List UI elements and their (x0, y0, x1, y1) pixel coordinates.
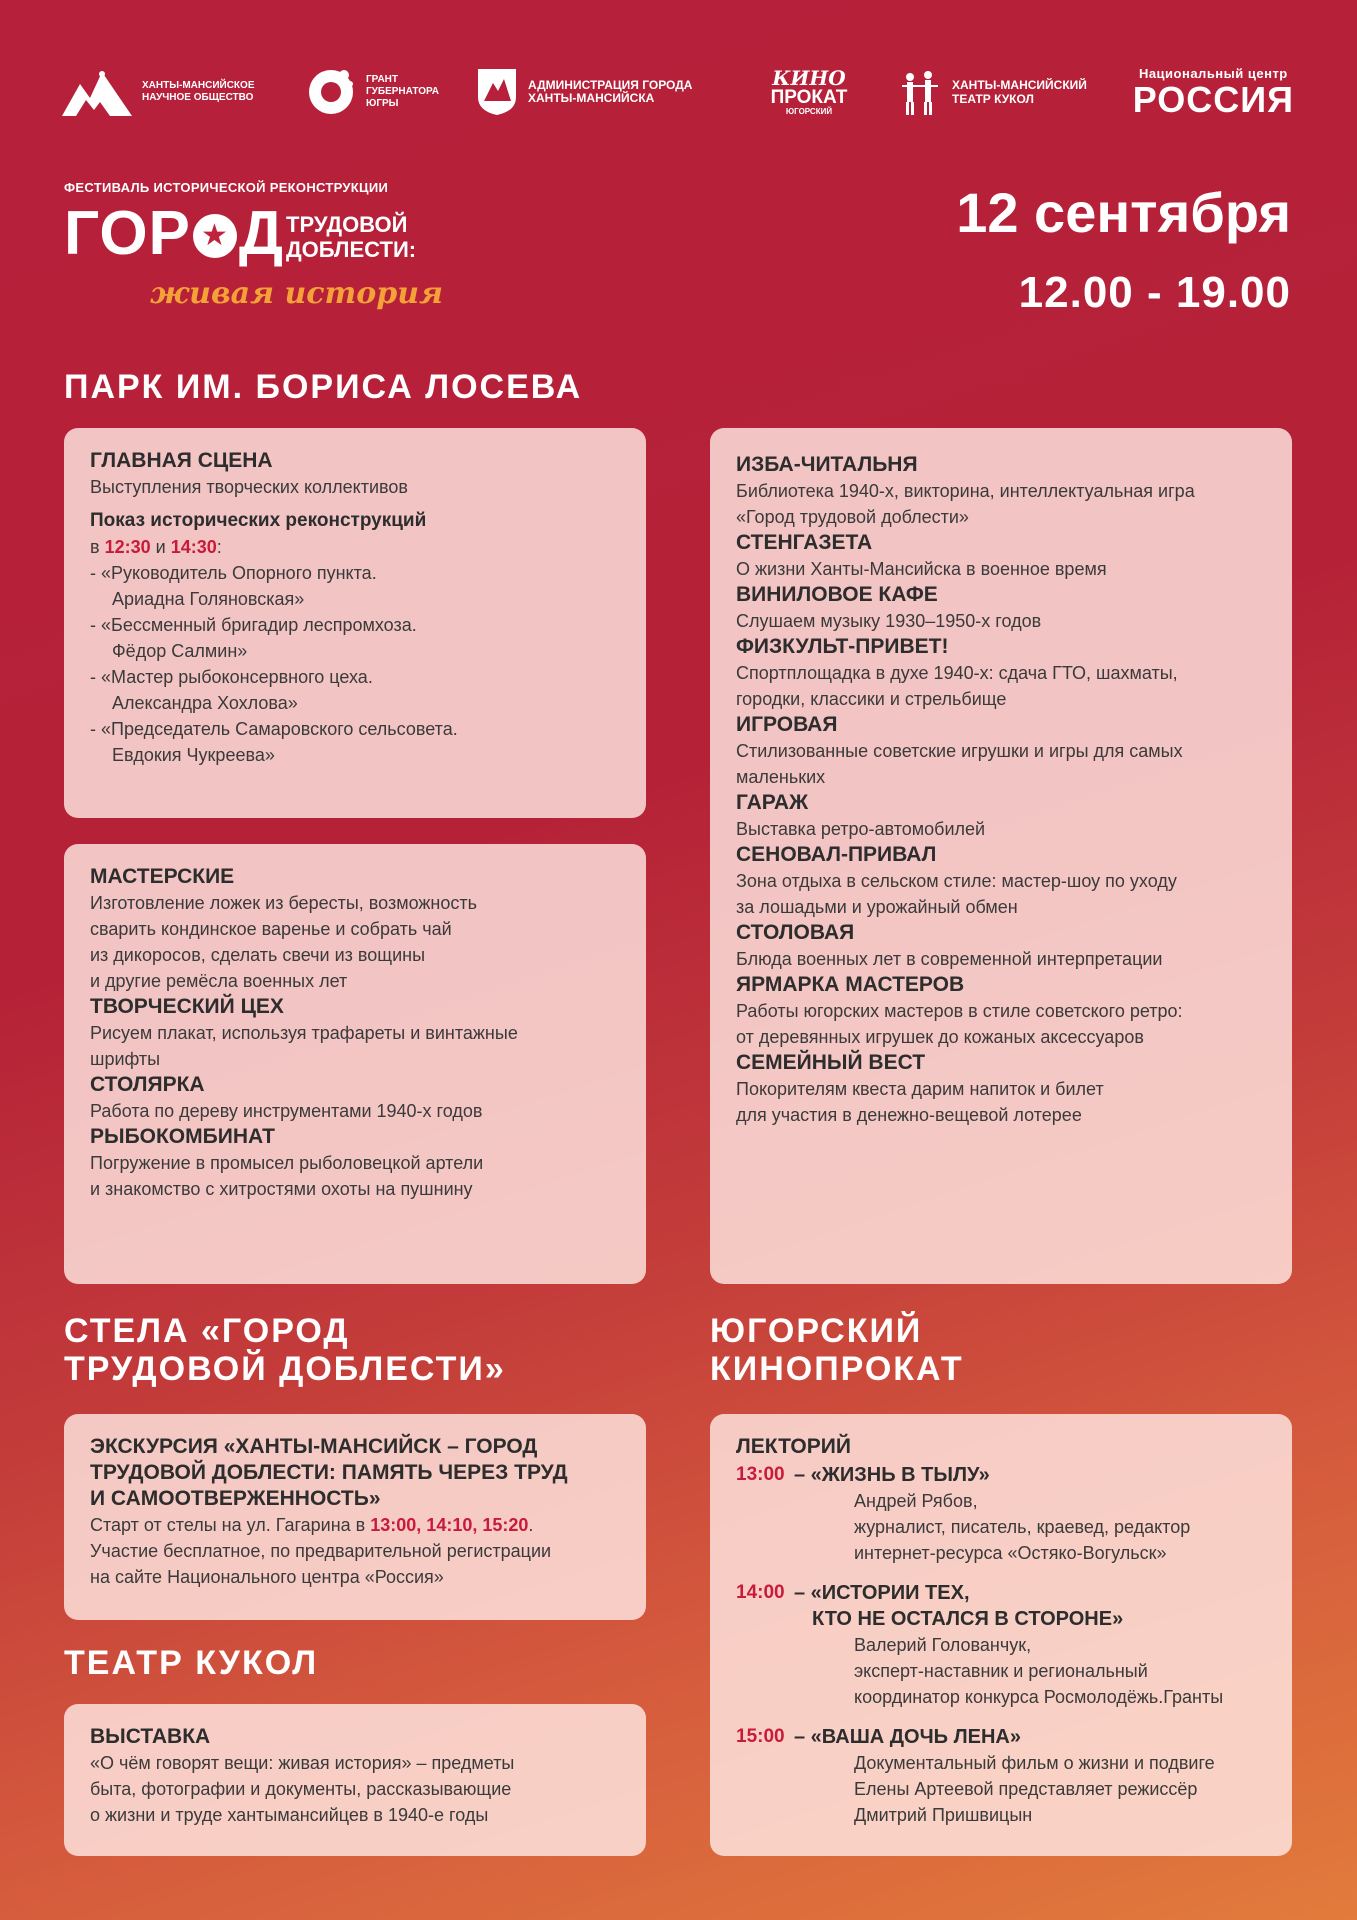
excursion-note-line2: на сайте Национального центра «Россия» (90, 1567, 444, 1587)
show-item-line1: - «Мастер рыбоконсервного цеха. (90, 667, 373, 687)
activity-line: от деревянных игрушек до кожаных аксессуаров (736, 1027, 1144, 1047)
activity-block (736, 712, 1266, 790)
star-icon (193, 214, 237, 258)
event-date: 12 сентября (956, 181, 1291, 244)
logo-kino-line1: КИНО (772, 65, 846, 90)
activity-line: Погружение в промысел рыболовецкой артели (90, 1153, 484, 1173)
lecture-body (794, 1724, 1266, 1828)
section-title-theatre: ТЕАТР КУКОЛ (64, 1644, 319, 1682)
festival-title-part1: ГОР (64, 199, 191, 268)
activity-line: Изготовление ложек из бересты, возможность (90, 893, 477, 913)
activity-line: для участия в денежно-вещевой лотерее (736, 1105, 1082, 1125)
lecture-title: КТО НЕ ОСТАЛСЯ В СТОРОНЕ» (812, 1608, 1124, 1630)
logo-theatre-text: ХАНТЫ-МАНСИЙСКИЙ ТЕАТР КУКОЛ (952, 78, 1087, 106)
excursion-title-line2: ТРУДОВОЙ ДОБЛЕСТИ: ПАМЯТЬ ЧЕРЕЗ ТРУД (90, 1461, 568, 1484)
lecture-line: журналист, писатель, краевед, редактор (854, 1517, 1191, 1537)
card-activities (710, 428, 1292, 1284)
activity-block (90, 864, 620, 994)
activity-line: Выставка ретро-автомобилей (736, 819, 986, 839)
section-title-kino (710, 1312, 964, 1388)
section-title-park: ПАРК ИМ. БОРИСА ЛОСЕВА (64, 368, 583, 406)
logo-kino (754, 58, 864, 126)
festival-title (64, 199, 285, 268)
activity-line: Зона отдыха в сельском стиле: мастер-шоу по уходу (736, 871, 1177, 891)
show-time-2: 14:30 (170, 537, 217, 557)
card-lectures (710, 1414, 1292, 1856)
activity-title: ФИЗКУЛЬТ-ПРИВЕТ! (736, 635, 949, 658)
city-crest-icon (476, 67, 518, 117)
lecture-title: – «ВАША ДОЧЬ ЛЕНА» (794, 1726, 1021, 1748)
section-title-kino-line2: КИНОПРОКАТ (710, 1350, 964, 1388)
lecture-title: – «ИСТОРИИ ТЕХ, (794, 1582, 970, 1604)
lecture-line: координатор конкурса Росмолодёжь.Гранты (854, 1687, 1224, 1707)
excursion-title-line1: ЭКСКУРСИЯ «ХАНТЫ-МАНСИЙСК – ГОРОД (90, 1435, 538, 1458)
show-item (90, 716, 620, 768)
lecture-item (736, 1724, 1266, 1828)
activity-line: и знакомство с хитростями охоты на пушнину (90, 1179, 473, 1199)
lecture-line: интернет-ресурса «Остяко-Вогульск» (854, 1543, 1167, 1563)
lecture-line: Дмитрий Пришвицын (854, 1805, 1033, 1825)
activity-block (736, 634, 1266, 712)
logo-kino-text (754, 65, 864, 116)
lecture-title: – «ЖИЗНЬ В ТЫЛУ» (794, 1464, 990, 1486)
activity-line: Стилизованные советские игрушки и игры для самых (736, 741, 1183, 761)
lecture-line: Документальный фильм о жизни и подвиге (854, 1753, 1215, 1773)
activity-block (736, 790, 1266, 842)
show-item-line2: Евдокия Чукреева» (112, 745, 275, 765)
show-item-line2: Ариадна Голяновская» (112, 589, 305, 609)
main-stage-heading: ГЛАВНАЯ СЦЕНА (90, 449, 273, 472)
card-excursion (64, 1414, 646, 1620)
lecture-item (736, 1580, 1266, 1710)
exhibition-title: ВЫСТАВКА (90, 1725, 211, 1748)
activity-block (736, 920, 1266, 972)
activity-title: МАСТЕРСКИЕ (90, 865, 235, 888)
activity-title: ИГРОВАЯ (736, 713, 838, 736)
lecture-body (794, 1462, 1266, 1566)
lecture-time: 14:00 (736, 1582, 785, 1603)
show-title: Показ исторических реконструкций (90, 510, 427, 531)
exhibition-line: быта, фотографии и документы, рассказывающие (90, 1779, 512, 1799)
activity-block (736, 842, 1266, 920)
logo-russia-caption: Национальный центр (1138, 65, 1288, 81)
activity-block (736, 582, 1266, 634)
show-item (90, 612, 620, 664)
show-item (90, 664, 620, 716)
logo-nao-text: ХАНТЫ-МАНСИЙСКОЕ НАУЧНОЕ ОБЩЕСТВО (142, 80, 255, 103)
activity-line: Рисуем плакат, используя трафареты и винтажные (90, 1023, 518, 1043)
card-main-stage (64, 428, 646, 818)
lecture-time: 13:00 (736, 1464, 785, 1485)
section-title-stela-line1: СТЕЛА «ГОРОД (64, 1312, 350, 1350)
activity-title: ИЗБА-ЧИТАЛЬНЯ (736, 453, 918, 476)
lecture-line: эксперт-наставник и региональный (854, 1661, 1148, 1681)
show-times (90, 534, 620, 560)
show-item-line2: Александра Хохлова» (112, 693, 298, 713)
show-item-line1: - «Руководитель Опорного пункта. (90, 563, 377, 583)
activity-line: сварить кондинское варенье и собрать чай (90, 919, 452, 939)
festival-caption: ФЕСТИВАЛЬ ИСТОРИЧЕСКОЙ РЕКОНСТРУКЦИИ (64, 180, 389, 195)
lecture-item (736, 1462, 1266, 1566)
activity-block (736, 530, 1266, 582)
partner-logos (62, 58, 1294, 126)
activity-title: СЕНОВАЛ-ПРИВАЛ (736, 843, 937, 866)
festival-subtitle: живая история (150, 276, 443, 311)
logo-admin (476, 58, 724, 126)
show-colon: : (216, 537, 222, 557)
activity-title: ВИНИЛОВОЕ КАФЕ (736, 583, 938, 606)
activity-line: Работы югорских мастеров в стиле советского ретро: (736, 1001, 1183, 1021)
activity-line: за лошадьми и урожайный обмен (736, 897, 1018, 917)
lecture-line: Андрей Рябов, (854, 1491, 978, 1511)
activity-line: Спортплощадка в духе 1940-х: сдача ГТО, шахматы, (736, 663, 1178, 683)
event-time: 12.00 - 19.00 (1018, 268, 1291, 317)
logo-nao (62, 58, 272, 126)
activity-title: СТЕНГАЗЕТА (736, 531, 873, 554)
excursion-times: 13:00, 14:10, 15:20 (370, 1515, 529, 1535)
activity-line: из дикоросов, сделать свечи из вощины (90, 945, 426, 965)
mountains-icon (62, 66, 132, 118)
activity-line: О жизни Ханты-Мансийска в военное время (736, 559, 1107, 579)
activity-title: СТОЛОВАЯ (736, 921, 855, 944)
show-and: и (155, 537, 166, 557)
activity-block (736, 452, 1266, 530)
activity-block (90, 1072, 620, 1124)
excursion-note-line1: Участие бесплатное, по предварительной регистрации (90, 1541, 552, 1561)
activity-title: ТВОРЧЕСКИЙ ЦЕХ (90, 995, 284, 1018)
show-item-line2: Фёдор Салмин» (112, 641, 248, 661)
activity-block (736, 1050, 1266, 1128)
lecture-body (794, 1580, 1266, 1710)
logo-theatre (902, 58, 1112, 126)
logo-kino-line2: ПРОКАТ (770, 86, 848, 108)
activity-block (90, 994, 620, 1072)
card-workshops (64, 844, 646, 1284)
activity-line: «Город трудовой доблести» (736, 507, 969, 527)
activity-title: СТОЛЯРКА (90, 1073, 205, 1096)
activity-block (736, 972, 1266, 1050)
show-item-line1: - «Бессменный бригадир леспромхоза. (90, 615, 417, 635)
festival-side-line1: ТРУДОВОЙ (286, 212, 408, 237)
logo-admin-text: АДМИНИСТРАЦИЯ ГОРОДА ХАНТЫ-МАНСИЙСКА (528, 78, 693, 105)
activity-title: ЯРМАРКА МАСТЕРОВ (736, 973, 965, 996)
puppets-icon (902, 67, 942, 117)
show-item (90, 560, 620, 612)
section-title-stela-line2: ТРУДОВОЙ ДОБЛЕСТИ» (64, 1350, 506, 1388)
excursion-title-line3: И САМООТВЕРЖЕННОСТЬ» (90, 1487, 381, 1510)
logo-kino-line3: ЮГОРСКИЙ (785, 106, 833, 116)
activity-line: и другие ремёсла военных лет (90, 971, 348, 991)
activity-title: РЫБОКОМБИНАТ (90, 1125, 275, 1148)
logo-grant (306, 58, 442, 126)
festival-title-part2: Д (238, 199, 285, 268)
grant-emblem-icon (306, 67, 356, 117)
activity-line: Слушаем музыку 1930–1950-х годов (736, 611, 1042, 631)
logo-russia-title: РОССИЯ (1132, 78, 1294, 120)
activity-line: шрифты (90, 1049, 161, 1069)
activity-line: Работа по дереву инструментами 1940-х годов (90, 1101, 483, 1121)
logo-russia (1133, 58, 1294, 126)
section-title-stela (64, 1312, 506, 1388)
main-stage-desc: Выступления творческих коллективов (90, 477, 408, 497)
exhibition-line: «О чём говорят вещи: живая история» – предметы (90, 1753, 515, 1773)
section-title-kino-line1: ЮГОРСКИЙ (710, 1312, 923, 1350)
activity-line: городки, классики и стрельбище (736, 689, 1007, 709)
activity-title: ГАРАЖ (736, 791, 809, 814)
activity-title: СЕМЕЙНЫЙ ВЕСТ (736, 1051, 926, 1074)
show-at: в (90, 537, 100, 557)
excursion-start-text: Старт от стелы на ул. Гагарина в (90, 1515, 366, 1535)
lectures-title: ЛЕКТОРИЙ (736, 1435, 851, 1458)
activity-line: маленьких (736, 767, 826, 787)
activity-line: Блюда военных лет в современной интерпретации (736, 949, 1163, 969)
activity-line: Покорителям квеста дарим напиток и билет (736, 1079, 1104, 1099)
excursion-start (90, 1512, 620, 1538)
lecture-time: 15:00 (736, 1726, 785, 1747)
show-time-1: 12:30 (104, 537, 151, 557)
lecture-line: Валерий Голованчук, (854, 1635, 1032, 1655)
activity-block (90, 1124, 620, 1202)
activity-line: Библиотека 1940-х, викторина, интеллектуальная игра (736, 481, 1195, 501)
show-item-line1: - «Председатель Самаровского сельсовета. (90, 719, 458, 739)
festival-side-line2: ДОБЛЕСТИ: (286, 237, 417, 262)
logo-grant-text: ГРАНТ ГУБЕРНАТОРА ЮГРЫ (366, 74, 440, 109)
festival-title-side (286, 212, 416, 262)
exhibition-line: о жизни и труде хантымансийцев в 1940-е годы (90, 1805, 489, 1825)
lecture-line: Елены Артеевой представляет режиссёр (854, 1779, 1198, 1799)
card-exhibition (64, 1704, 646, 1856)
excursion-dot: . (528, 1515, 534, 1535)
